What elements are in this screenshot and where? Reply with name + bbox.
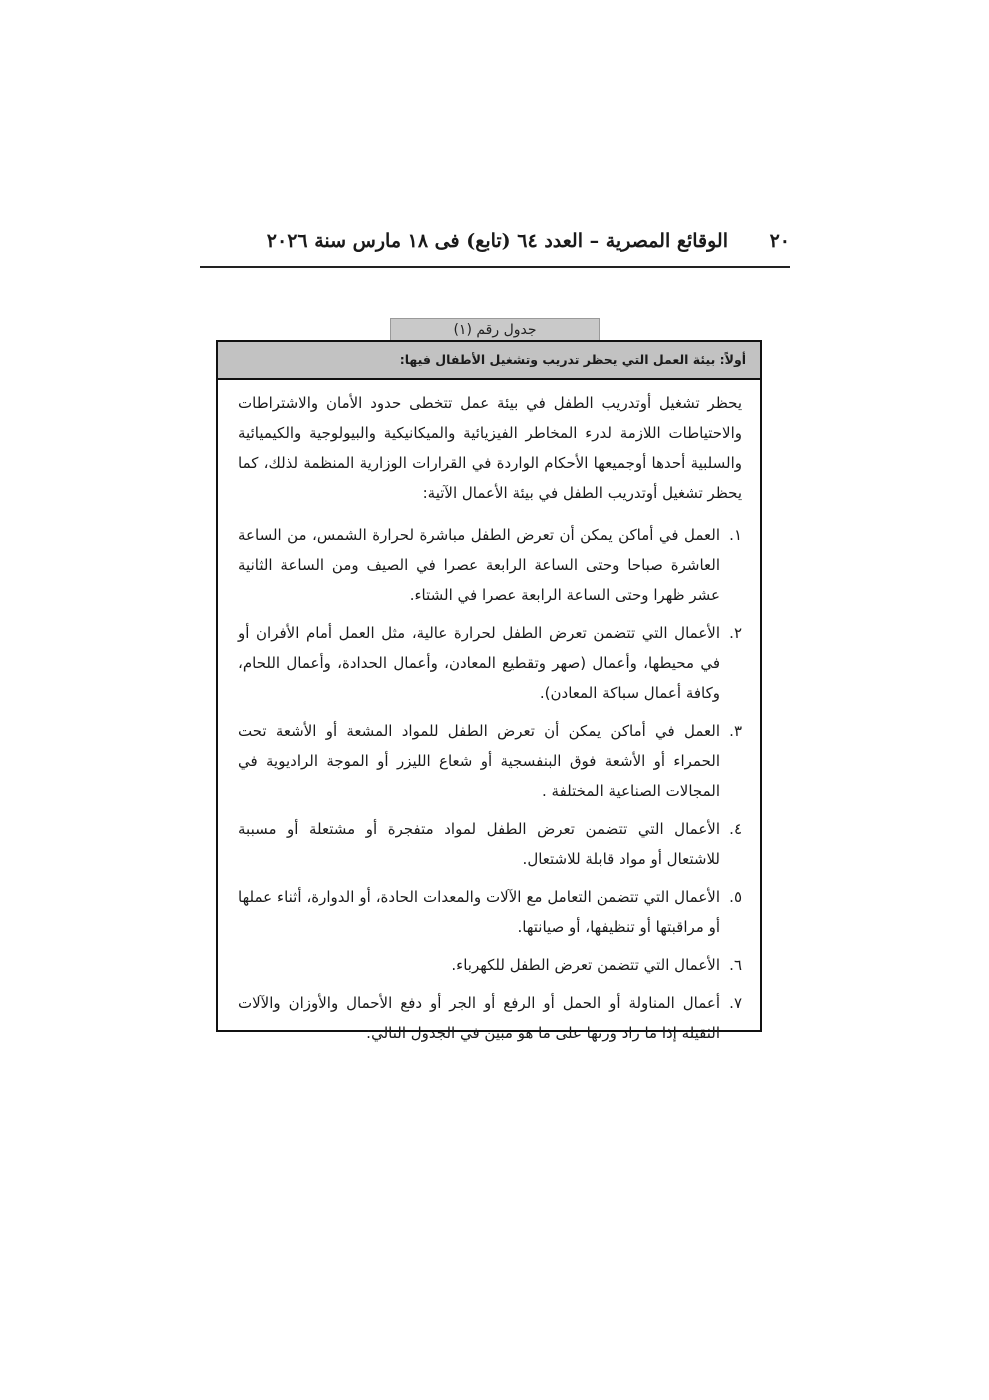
item-text: العمل في أماكن يمكن أن تعرض الطفل مباشرة لحرارة الشمس، من الساعة العاشرة صباحا وحتى الساعة الرابعة عصرا في الصيف ومن الساعة الثانية عشر ظهرا وحتى الساعة الرابعة عصرا في الشتاء. (238, 526, 720, 604)
section-header: أولاً: بيئة العمل التي يحظر تدريب وتشغيل الأطفال فيها: (218, 342, 760, 380)
item-text: العمل في أماكن يمكن أن تعرض الطفل للمواد المشعة أو الأشعة تحت الحمراء أو الأشعة فوق البنفسجية أو شعاع الليزر أو الموجة الراديوية في المجالات الصناعية المختلفة . (238, 722, 720, 800)
prohibited-work-list (238, 520, 742, 1048)
page-number: ٢٠ (769, 230, 790, 252)
list-item (238, 988, 742, 1048)
item-number: ٥. (729, 888, 742, 906)
item-text: أعمال المناولة أو الحمل أو الرفع أو الجر أو دفع الأحمال والأوزان والآلات الثقيلة إذا ما زاد وزنها على ما هو مبين في الجدول التالي: (238, 994, 720, 1042)
item-number: ١. (729, 526, 742, 544)
list-item (238, 716, 742, 806)
list-item (238, 520, 742, 610)
item-number: ٤. (729, 820, 742, 838)
item-text: الأعمال التي تتضمن التعامل مع الآلات والمعدات الحادة، أو الدوارة، أثناء عملها أو مراقبتها أو تنظيفها، أو صيانتها. (238, 888, 720, 936)
table-caption: جدول رقم (١) (390, 318, 600, 342)
regulation-table (216, 340, 762, 1042)
item-text: الأعمال التي تتضمن تعرض الطفل للكهرباء. (451, 956, 720, 974)
list-item (238, 882, 742, 942)
gazette-header-title: الوقائع المصرية – العدد ٦٤ (تابع) فى ١٨ مارس سنة ٢٠٢٦ (266, 230, 728, 252)
item-text: الأعمال التي تتضمن تعرض الطفل لحرارة عالية، مثل العمل أمام الأفران أو في محيطها، وأعمال (صهر وتقطيع المعادن، وأعمال الحدادة، وأعمال اللحام، وكافة أعمال سباكة المعادن). (238, 624, 720, 702)
item-number: ٢. (729, 624, 742, 642)
list-item (238, 950, 742, 980)
item-number: ٧. (729, 994, 742, 1012)
list-item (238, 814, 742, 874)
item-number: ٦. (729, 956, 742, 974)
intro-paragraph: يحظر تشغيل أوتدريب الطفل في بيئة عمل تتخطى حدود الأمان والاشتراطات والاحتياطات اللازمة لدرء المخاطر الفيزيائية والميكانيكية والبيولوجية والكيميائية والسلبية أحدها أوجميعها الأحكام الواردة في القرارات الوزارية المنظمة لذلك، كما يحظر تشغيل أوتدريب الطفل في بيئة الأعمال الآتية: (238, 394, 742, 502)
list-item (238, 618, 742, 708)
table-content (218, 380, 760, 1048)
page-header (200, 224, 790, 264)
item-text: الأعمال التي تتضمن تعرض الطفل لمواد متفجرة أو مشتعلة أو مسببة للاشتعال أو مواد قابلة للاشتعال. (238, 820, 720, 868)
header-divider (200, 266, 790, 268)
item-number: ٣. (729, 722, 742, 740)
